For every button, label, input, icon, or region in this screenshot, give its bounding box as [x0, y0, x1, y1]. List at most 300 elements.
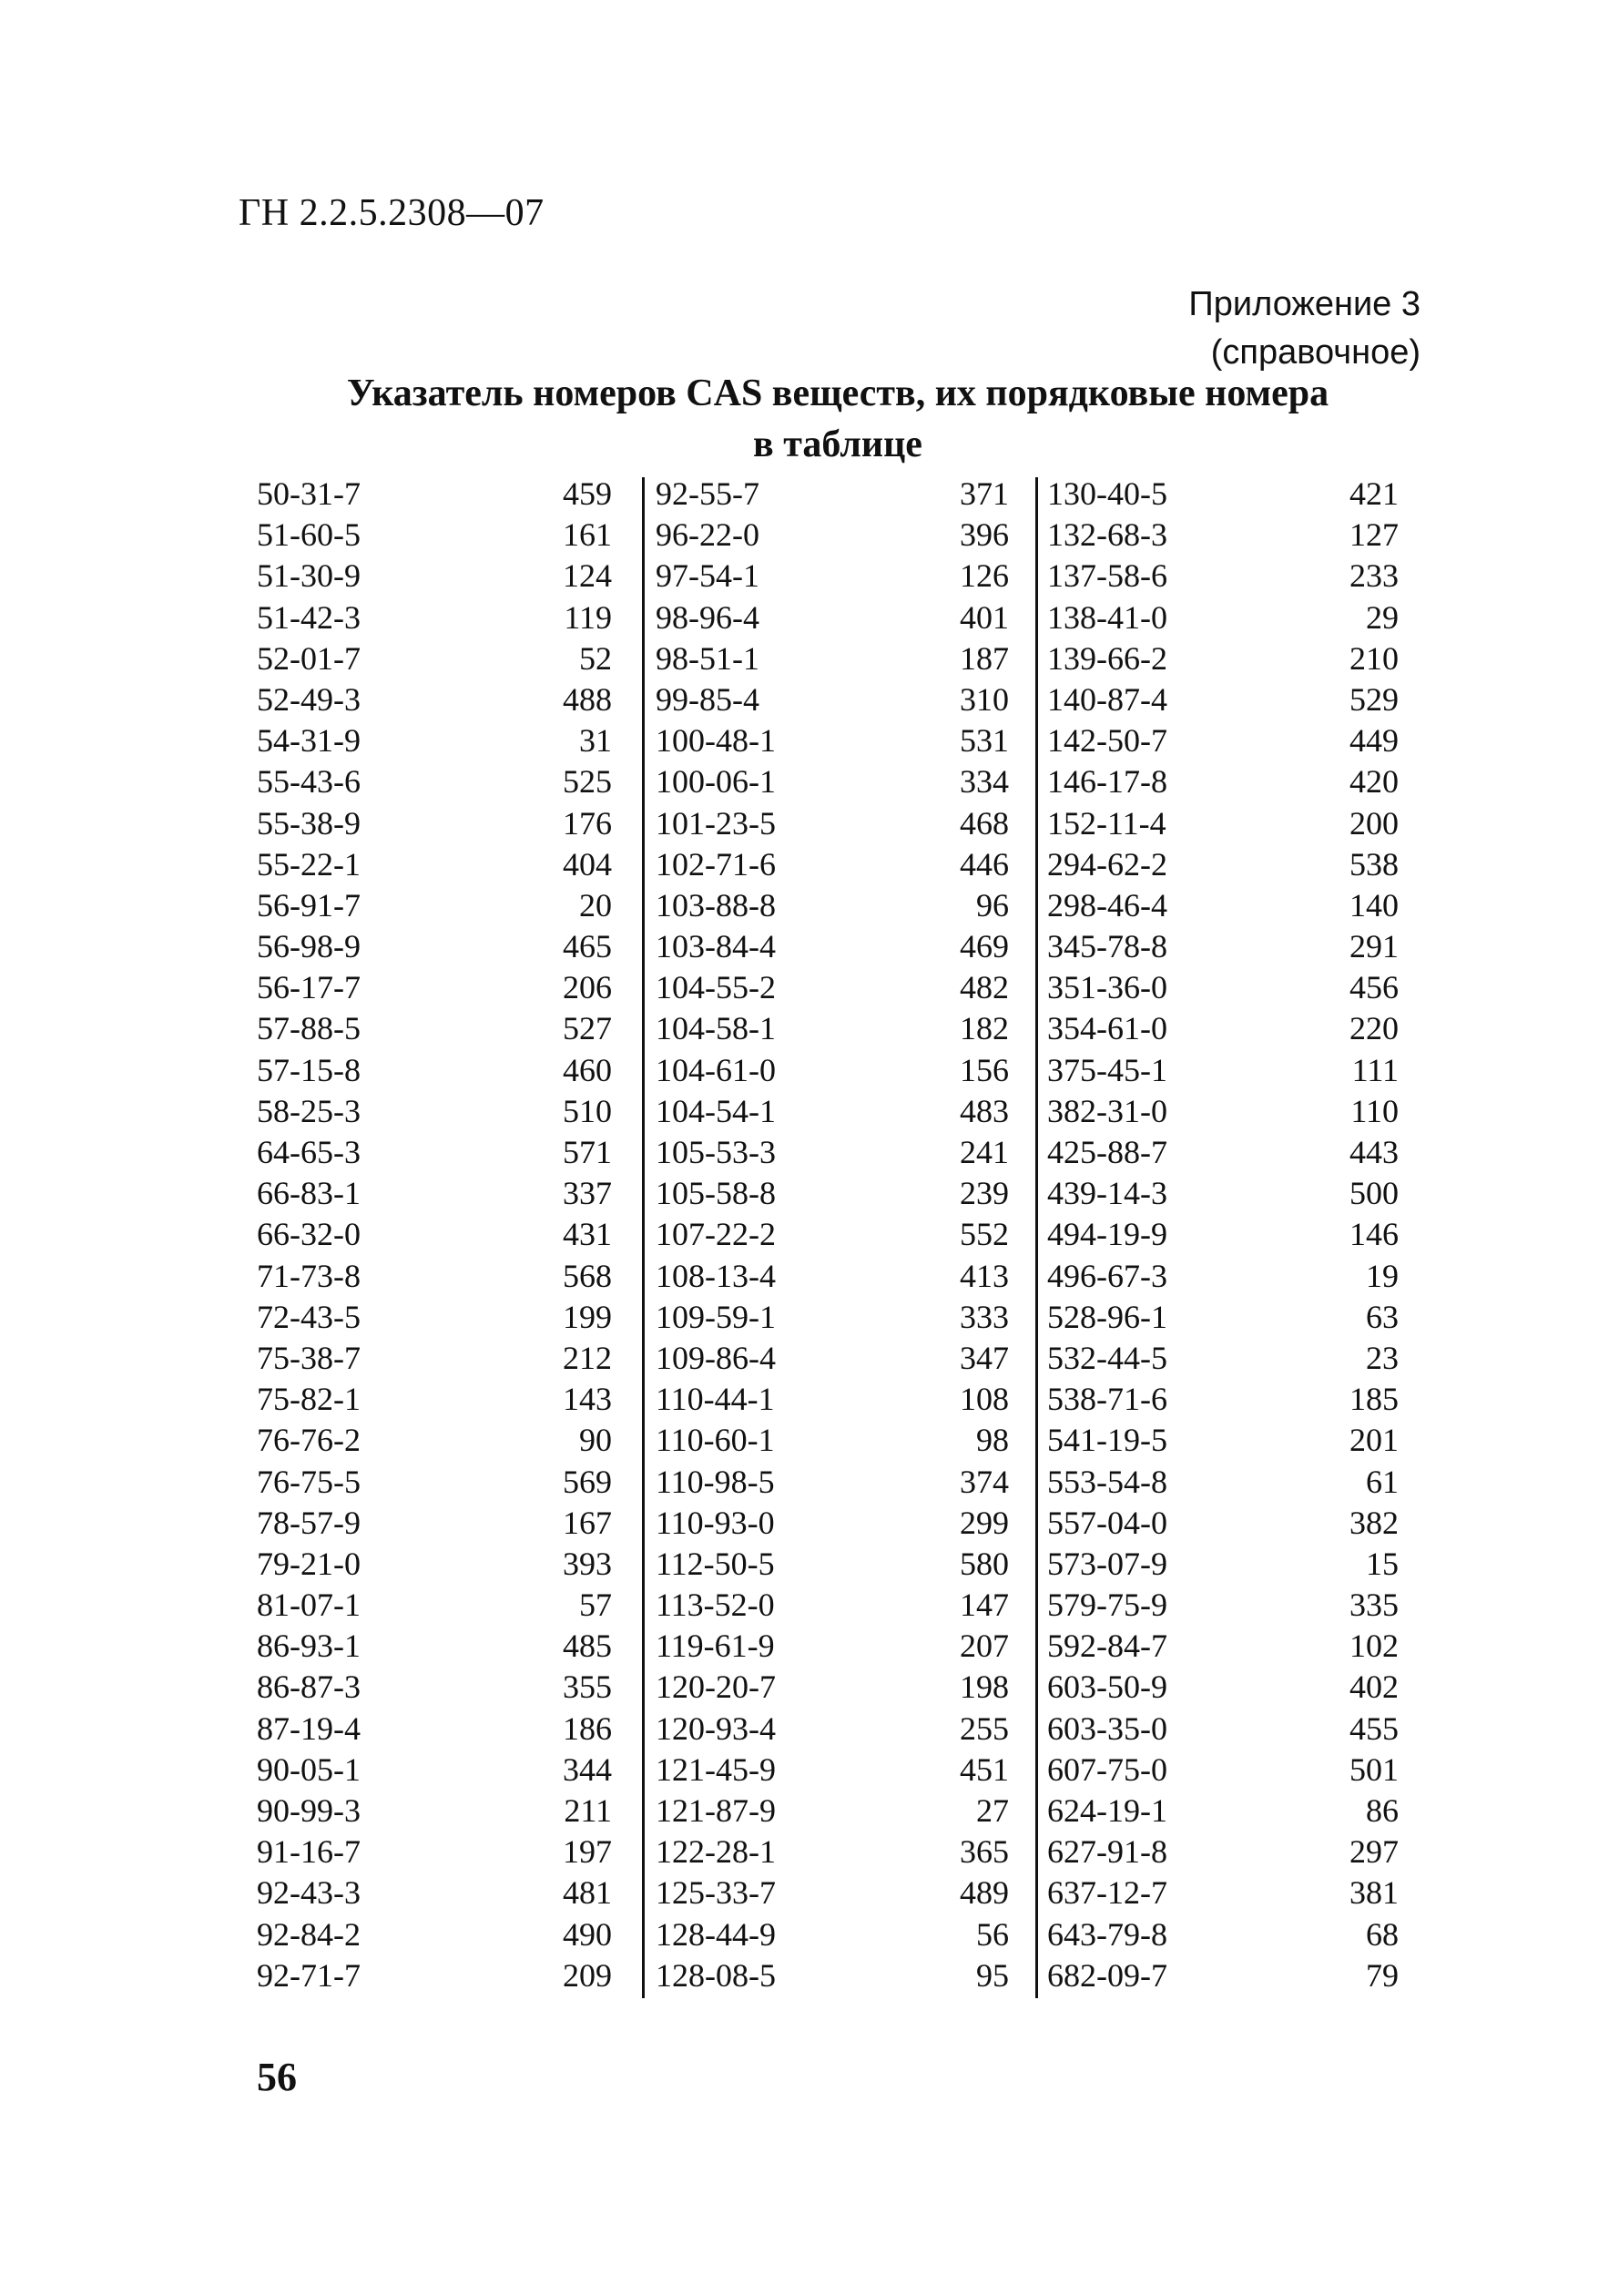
- table-row: [257, 597, 612, 638]
- ordinal-number: 571: [563, 1134, 612, 1170]
- ordinal-number: 199: [563, 1298, 612, 1335]
- page-title-line-2: в таблице: [753, 423, 922, 465]
- table-row: [1047, 1379, 1399, 1420]
- ordinal-number: 98: [976, 1422, 1009, 1459]
- table-row: [1047, 556, 1399, 597]
- table-row: [1047, 1955, 1399, 1996]
- cas-number: 92-55-7: [656, 475, 759, 512]
- table-row: [257, 1667, 612, 1708]
- table-row: [257, 1626, 612, 1667]
- table-row: [257, 1297, 612, 1338]
- cas-number: 121-45-9: [656, 1750, 776, 1788]
- cas-number: 58-25-3: [257, 1092, 361, 1129]
- table-row: [1047, 803, 1399, 844]
- ordinal-number: 96: [976, 886, 1009, 924]
- page-title-line-1: Указатель номеров CAS веществ, их порядковые номера: [346, 372, 1329, 414]
- table-row: [1047, 1626, 1399, 1667]
- cas-number: 298-46-4: [1047, 886, 1167, 924]
- table-row: [656, 761, 1009, 802]
- cas-number: 496-67-3: [1047, 1257, 1167, 1294]
- cas-number: 75-38-7: [257, 1339, 361, 1376]
- cas-number: 51-42-3: [257, 598, 361, 636]
- ordinal-number: 404: [563, 845, 612, 883]
- ordinal-number: 365: [960, 1833, 1009, 1871]
- ordinal-number: 297: [1349, 1833, 1399, 1871]
- table-row: [656, 967, 1009, 1008]
- table-row: [1047, 1008, 1399, 1049]
- table-row: [656, 1503, 1009, 1544]
- ordinal-number: 401: [960, 598, 1009, 636]
- table-row: [1047, 1791, 1399, 1832]
- ordinal-number: 102: [1349, 1628, 1399, 1665]
- table-row: [656, 1750, 1009, 1791]
- cas-number: 110-93-0: [656, 1504, 775, 1541]
- cas-number: 579-75-9: [1047, 1587, 1167, 1624]
- table-row: [1047, 1297, 1399, 1338]
- appendix-label: [1188, 281, 1420, 377]
- cas-number: 102-71-6: [656, 845, 776, 883]
- table-row: [656, 1709, 1009, 1750]
- ordinal-number: 446: [960, 845, 1009, 883]
- ordinal-number: 483: [960, 1092, 1009, 1129]
- table-row: [1047, 844, 1399, 885]
- table-row: [656, 1914, 1009, 1955]
- ordinal-number: 552: [960, 1216, 1009, 1253]
- table-row: [656, 1132, 1009, 1173]
- table-column-3: [1047, 474, 1399, 1996]
- ordinal-number: 27: [976, 1792, 1009, 1829]
- table-row: [257, 1709, 612, 1750]
- cas-number: 81-07-1: [257, 1587, 361, 1624]
- ordinal-number: 79: [1366, 1956, 1399, 1994]
- table-row: [1047, 761, 1399, 802]
- cas-number: 103-84-4: [656, 928, 776, 965]
- ordinal-number: 126: [960, 557, 1009, 595]
- ordinal-number: 381: [1349, 1874, 1399, 1912]
- cas-number: 66-83-1: [257, 1175, 361, 1212]
- cas-number: 643-79-8: [1047, 1915, 1167, 1953]
- table-row: [1047, 474, 1399, 515]
- ordinal-number: 68: [1366, 1915, 1399, 1953]
- appendix-subtitle: (справочное): [1210, 333, 1420, 372]
- cas-number: 79-21-0: [257, 1545, 361, 1582]
- cas-number: 553-54-8: [1047, 1463, 1167, 1500]
- cas-number: 100-48-1: [656, 722, 776, 760]
- table-row: [656, 1832, 1009, 1873]
- ordinal-number: 396: [960, 516, 1009, 554]
- ordinal-number: 111: [1351, 1051, 1399, 1088]
- table-row: [257, 803, 612, 844]
- cas-number: 351-36-0: [1047, 969, 1167, 1006]
- ordinal-number: 460: [563, 1051, 612, 1088]
- table-row: [656, 597, 1009, 638]
- ordinal-number: 206: [563, 969, 612, 1006]
- ordinal-number: 490: [563, 1915, 612, 1953]
- ordinal-number: 19: [1366, 1257, 1399, 1294]
- page-number: 56: [257, 2055, 297, 2099]
- table-row: [656, 1585, 1009, 1626]
- cas-number: 354-61-0: [1047, 1010, 1167, 1047]
- table-row: [656, 1338, 1009, 1379]
- table-row: [257, 844, 612, 885]
- ordinal-number: 233: [1349, 557, 1399, 595]
- ordinal-number: 569: [563, 1463, 612, 1500]
- ordinal-number: 501: [1349, 1750, 1399, 1788]
- cas-number: 92-43-3: [257, 1874, 361, 1912]
- table-row: [257, 1214, 612, 1255]
- cas-number: 528-96-1: [1047, 1298, 1167, 1335]
- table-row: [1047, 1091, 1399, 1132]
- ordinal-number: 525: [563, 763, 612, 801]
- table-row: [1047, 1214, 1399, 1255]
- ordinal-number: 211: [564, 1792, 612, 1829]
- table-row: [656, 1256, 1009, 1297]
- ordinal-number: 140: [1349, 886, 1399, 924]
- table-row: [257, 1503, 612, 1544]
- table-row: [1047, 885, 1399, 926]
- ordinal-number: 161: [563, 516, 612, 554]
- ordinal-number: 146: [1349, 1216, 1399, 1253]
- table-row: [1047, 1709, 1399, 1750]
- table-row: [257, 1338, 612, 1379]
- cas-number: 128-44-9: [656, 1915, 776, 1953]
- ordinal-number: 465: [563, 928, 612, 965]
- cas-number: 105-53-3: [656, 1134, 776, 1170]
- cas-number: 119-61-9: [656, 1628, 775, 1665]
- ordinal-number: 119: [564, 598, 612, 636]
- cas-number: 66-32-0: [257, 1216, 361, 1253]
- table-row: [257, 1791, 612, 1832]
- cas-number: 139-66-2: [1047, 639, 1167, 677]
- ordinal-number: 310: [960, 680, 1009, 718]
- column-divider-1: [642, 477, 645, 1998]
- ordinal-number: 197: [563, 1833, 612, 1871]
- ordinal-number: 420: [1349, 763, 1399, 801]
- table-row: [1047, 638, 1399, 679]
- ordinal-number: 95: [976, 1956, 1009, 1994]
- table-row: [257, 1585, 612, 1626]
- cas-number: 55-38-9: [257, 804, 361, 842]
- ordinal-number: 413: [960, 1257, 1009, 1294]
- cas-number: 138-41-0: [1047, 598, 1167, 636]
- cas-number: 71-73-8: [257, 1257, 361, 1294]
- cas-number: 573-07-9: [1047, 1545, 1167, 1582]
- ordinal-number: 31: [579, 722, 612, 760]
- table-row: [656, 803, 1009, 844]
- ordinal-number: 299: [960, 1504, 1009, 1541]
- cas-number: 105-58-8: [656, 1175, 776, 1212]
- ordinal-number: 52: [579, 639, 612, 677]
- cas-number: 294-62-2: [1047, 845, 1167, 883]
- ordinal-number: 186: [563, 1709, 612, 1747]
- ordinal-number: 529: [1349, 680, 1399, 718]
- ordinal-number: 344: [563, 1750, 612, 1788]
- ordinal-number: 20: [579, 886, 612, 924]
- cas-number: 64-65-3: [257, 1134, 361, 1170]
- cas-number: 637-12-7: [1047, 1874, 1167, 1912]
- table-row: [656, 1091, 1009, 1132]
- ordinal-number: 431: [563, 1216, 612, 1253]
- cas-number: 86-93-1: [257, 1628, 361, 1665]
- ordinal-number: 61: [1366, 1463, 1399, 1500]
- cas-number: 603-50-9: [1047, 1668, 1167, 1706]
- ordinal-number: 176: [563, 804, 612, 842]
- cas-number: 345-78-8: [1047, 928, 1167, 965]
- table-row: [1047, 1132, 1399, 1173]
- cas-number: 104-58-1: [656, 1010, 776, 1047]
- table-row: [656, 1379, 1009, 1420]
- cas-number: 90-99-3: [257, 1792, 361, 1829]
- table-row: [656, 679, 1009, 720]
- cas-number: 113-52-0: [656, 1587, 775, 1624]
- cas-number: 76-76-2: [257, 1422, 361, 1459]
- ordinal-number: 481: [563, 1874, 612, 1912]
- table-row: [1047, 1256, 1399, 1297]
- table-row: [1047, 1832, 1399, 1873]
- cas-number: 103-88-8: [656, 886, 776, 924]
- cas-number: 532-44-5: [1047, 1339, 1167, 1376]
- cas-number: 125-33-7: [656, 1874, 776, 1912]
- ordinal-number: 455: [1349, 1709, 1399, 1747]
- cas-number: 87-19-4: [257, 1709, 361, 1747]
- cas-number: 110-60-1: [656, 1422, 775, 1459]
- cas-number: 439-14-3: [1047, 1175, 1167, 1212]
- table-row: [1047, 1667, 1399, 1708]
- cas-number: 627-91-8: [1047, 1833, 1167, 1871]
- table-row: [257, 1914, 612, 1955]
- ordinal-number: 124: [563, 557, 612, 595]
- cas-number: 109-86-4: [656, 1339, 776, 1376]
- table-row: [656, 1173, 1009, 1214]
- cas-number: 56-17-7: [257, 969, 361, 1006]
- cas-number: 90-05-1: [257, 1750, 361, 1788]
- table-row: [257, 1132, 612, 1173]
- ordinal-number: 182: [960, 1010, 1009, 1047]
- cas-number: 72-43-5: [257, 1298, 361, 1335]
- table-row: [257, 1832, 612, 1873]
- ordinal-number: 239: [960, 1175, 1009, 1212]
- ordinal-number: 334: [960, 763, 1009, 801]
- cas-number: 146-17-8: [1047, 763, 1167, 801]
- table-row: [656, 1008, 1009, 1049]
- ordinal-number: 335: [1349, 1587, 1399, 1624]
- table-row: [257, 1050, 612, 1091]
- ordinal-number: 56: [976, 1915, 1009, 1953]
- cas-number: 140-87-4: [1047, 680, 1167, 718]
- cas-number: 110-98-5: [656, 1463, 775, 1500]
- cas-number: 104-61-0: [656, 1051, 776, 1088]
- ordinal-number: 469: [960, 928, 1009, 965]
- cas-number: 92-71-7: [257, 1956, 361, 1994]
- table-row: [257, 515, 612, 556]
- table-row: [257, 1379, 612, 1420]
- cas-number: 56-91-7: [257, 886, 361, 924]
- cas-number: 54-31-9: [257, 722, 361, 760]
- cas-number: 142-50-7: [1047, 722, 1167, 760]
- table-row: [656, 1050, 1009, 1091]
- ordinal-number: 489: [960, 1874, 1009, 1912]
- cas-number: 51-60-5: [257, 516, 361, 554]
- table-row: [1047, 1503, 1399, 1544]
- cas-number: 52-49-3: [257, 680, 361, 718]
- table-row: [257, 1420, 612, 1461]
- cas-number: 375-45-1: [1047, 1051, 1167, 1088]
- ordinal-number: 456: [1349, 969, 1399, 1006]
- ordinal-number: 255: [960, 1709, 1009, 1747]
- table-row: [257, 1462, 612, 1503]
- document-code: ГН 2.2.5.2308—07: [239, 192, 545, 234]
- cas-number: 152-11-4: [1047, 804, 1166, 842]
- cas-number: 109-59-1: [656, 1298, 776, 1335]
- cas-number: 122-28-1: [656, 1833, 776, 1871]
- cas-number: 51-30-9: [257, 557, 361, 595]
- cas-number: 121-87-9: [656, 1792, 776, 1829]
- ordinal-number: 185: [1349, 1381, 1399, 1418]
- table-row: [656, 556, 1009, 597]
- table-column-1: [257, 474, 612, 1996]
- ordinal-number: 527: [563, 1010, 612, 1047]
- cas-number: 538-71-6: [1047, 1381, 1167, 1418]
- table-row: [656, 1420, 1009, 1461]
- ordinal-number: 443: [1349, 1134, 1399, 1170]
- cas-number: 132-68-3: [1047, 516, 1167, 554]
- ordinal-number: 291: [1349, 928, 1399, 965]
- cas-number: 50-31-7: [257, 475, 361, 512]
- column-divider-2: [1035, 477, 1038, 1998]
- table-row: [1047, 1750, 1399, 1791]
- cas-number: 110-44-1: [656, 1381, 775, 1418]
- ordinal-number: 568: [563, 1257, 612, 1294]
- cas-number: 98-51-1: [656, 639, 759, 677]
- table-row: [656, 1791, 1009, 1832]
- table-row: [1047, 720, 1399, 761]
- ordinal-number: 449: [1349, 722, 1399, 760]
- ordinal-number: 374: [960, 1463, 1009, 1500]
- table-row: [1047, 679, 1399, 720]
- table-row: [257, 1873, 612, 1913]
- ordinal-number: 538: [1349, 845, 1399, 883]
- table-row: [257, 885, 612, 926]
- table-row: [1047, 926, 1399, 967]
- cas-number: 92-84-2: [257, 1915, 361, 1953]
- ordinal-number: 90: [579, 1422, 612, 1459]
- table-row: [1047, 1050, 1399, 1091]
- table-row: [257, 967, 612, 1008]
- ordinal-number: 531: [960, 722, 1009, 760]
- ordinal-number: 382: [1349, 1504, 1399, 1541]
- ordinal-number: 23: [1366, 1339, 1399, 1376]
- cas-number: 382-31-0: [1047, 1092, 1167, 1129]
- cas-number: 98-96-4: [656, 598, 759, 636]
- cas-number: 120-20-7: [656, 1668, 776, 1706]
- cas-number: 425-88-7: [1047, 1134, 1167, 1170]
- table-row: [1047, 1873, 1399, 1913]
- ordinal-number: 580: [960, 1545, 1009, 1582]
- ordinal-number: 108: [960, 1381, 1009, 1418]
- table-row: [656, 844, 1009, 885]
- ordinal-number: 156: [960, 1051, 1009, 1088]
- ordinal-number: 143: [563, 1381, 612, 1418]
- ordinal-number: 212: [563, 1339, 612, 1376]
- ordinal-number: 209: [563, 1956, 612, 1994]
- table-row: [257, 1008, 612, 1049]
- table-row: [257, 720, 612, 761]
- ordinal-number: 337: [563, 1175, 612, 1212]
- table-row: [257, 761, 612, 802]
- table-row: [1047, 1585, 1399, 1626]
- ordinal-number: 29: [1366, 598, 1399, 636]
- ordinal-number: 510: [563, 1092, 612, 1129]
- table-row: [1047, 1420, 1399, 1461]
- table-row: [656, 1462, 1009, 1503]
- table-row: [656, 1297, 1009, 1338]
- cas-number: 494-19-9: [1047, 1216, 1167, 1253]
- ordinal-number: 110: [1350, 1092, 1399, 1129]
- table-row: [656, 515, 1009, 556]
- cas-number: 624-19-1: [1047, 1792, 1167, 1829]
- ordinal-number: 393: [563, 1545, 612, 1582]
- table-row: [656, 638, 1009, 679]
- table-row: [1047, 1914, 1399, 1955]
- ordinal-number: 220: [1349, 1010, 1399, 1047]
- ordinal-number: 371: [960, 475, 1009, 512]
- cas-number: 55-22-1: [257, 845, 361, 883]
- ordinal-number: 63: [1366, 1298, 1399, 1335]
- table-row: [257, 1173, 612, 1214]
- ordinal-number: 15: [1366, 1545, 1399, 1582]
- ordinal-number: 86: [1366, 1792, 1399, 1829]
- cas-number: 107-22-2: [656, 1216, 776, 1253]
- cas-number: 603-35-0: [1047, 1709, 1167, 1747]
- table-row: [656, 474, 1009, 515]
- ordinal-number: 147: [960, 1587, 1009, 1624]
- cas-number: 86-87-3: [257, 1668, 361, 1706]
- table-row: [1047, 1462, 1399, 1503]
- cas-number: 57-15-8: [257, 1051, 361, 1088]
- table-row: [257, 474, 612, 515]
- ordinal-number: 459: [563, 475, 612, 512]
- ordinal-number: 207: [960, 1628, 1009, 1665]
- table-row: [656, 885, 1009, 926]
- table-row: [656, 1955, 1009, 1996]
- table-row: [257, 1955, 612, 1996]
- table-row: [257, 638, 612, 679]
- cas-number: 76-75-5: [257, 1463, 361, 1500]
- table-row: [656, 1626, 1009, 1667]
- cas-number: 130-40-5: [1047, 475, 1167, 512]
- ordinal-number: 187: [960, 639, 1009, 677]
- cas-number: 112-50-5: [656, 1545, 775, 1582]
- ordinal-number: 482: [960, 969, 1009, 1006]
- table-row: [1047, 1544, 1399, 1585]
- table-row: [656, 720, 1009, 761]
- table-row: [656, 926, 1009, 967]
- ordinal-number: 485: [563, 1628, 612, 1665]
- cas-number: 101-23-5: [656, 804, 776, 842]
- cas-number: 104-54-1: [656, 1092, 776, 1129]
- cas-number: 91-16-7: [257, 1833, 361, 1871]
- table-row: [656, 1214, 1009, 1255]
- table-row: [656, 1873, 1009, 1913]
- table-row: [257, 1091, 612, 1132]
- ordinal-number: 451: [960, 1750, 1009, 1788]
- ordinal-number: 210: [1349, 639, 1399, 677]
- ordinal-number: 200: [1349, 804, 1399, 842]
- page-title: [273, 368, 1402, 470]
- table-row: [1047, 1173, 1399, 1214]
- table-row: [257, 926, 612, 967]
- table-row: [656, 1667, 1009, 1708]
